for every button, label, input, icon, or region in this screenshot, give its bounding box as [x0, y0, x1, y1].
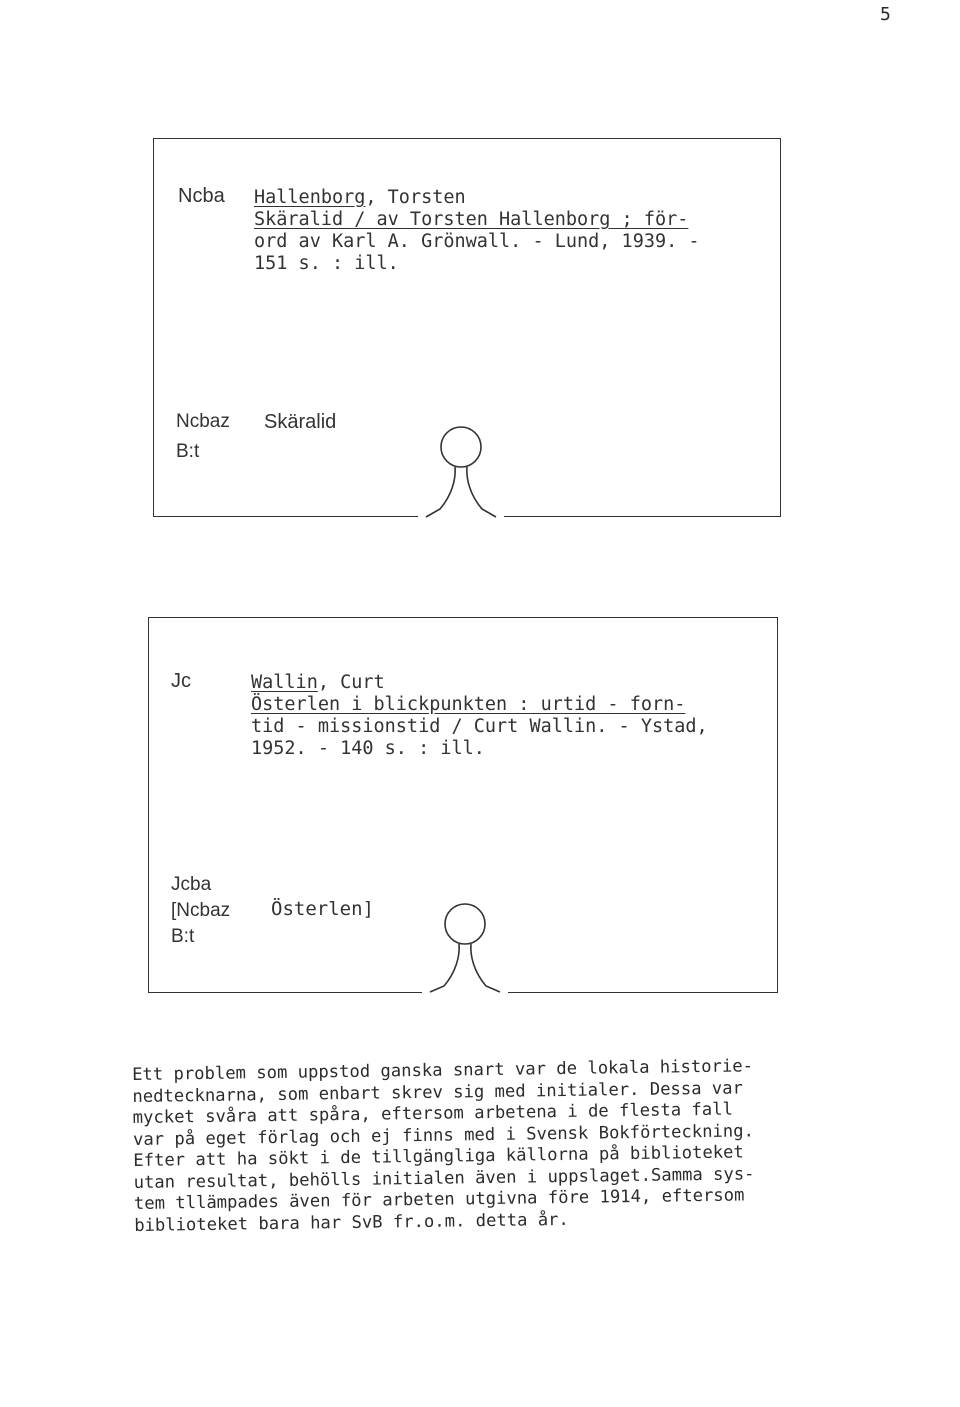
title-line-2: tid - missionstid / Curt Wallin. - Ystad,: [251, 716, 708, 737]
card-rod-hole-icon: [418, 409, 504, 519]
paragraph-line: utan resultat, behölls initialen även i uppslaget.Samma sys-: [133, 1163, 755, 1193]
tracing-entry: Österlen]: [271, 898, 374, 920]
paragraph-line: biblioteket bara har SvB fr.o.m. detta år.: [134, 1209, 569, 1236]
tracing-block: [171, 872, 230, 950]
bibliographic-record: [251, 672, 708, 760]
paragraph-line: Efter att ha sökt i de tillgängliga källorna på biblioteket: [133, 1142, 744, 1171]
paragraph-line: var på eget förlag och ej finns med i Svensk Bokförteckning.: [132, 1120, 754, 1150]
paragraph-line: nedtecknarna, som enbart skrev sig med initialer. Dessa var: [132, 1077, 744, 1107]
tracing-block: [176, 407, 230, 467]
location-code: B:t: [171, 926, 195, 947]
title-line-2: ord av Karl A. Grönwall. - Lund, 1939. -: [254, 231, 700, 252]
class-code: Jc: [171, 670, 191, 692]
tracing-class-primary: Jcba: [171, 874, 212, 895]
catalog-card-wallin: [148, 617, 778, 993]
catalog-card-hallenborg: [153, 138, 781, 517]
author-surname: Wallin: [251, 672, 318, 693]
tracing-entry: Skäralid: [264, 411, 337, 433]
body-paragraph: [132, 1054, 904, 1237]
tracing-class-secondary: [Ncbaz: [171, 900, 231, 921]
location-code: B:t: [176, 441, 200, 462]
title-line-1: Skäralid / av Torsten Hallenborg ; för-: [254, 209, 689, 230]
title-line-3: 1952. - 140 s. : ill.: [251, 738, 485, 759]
bibliographic-record: [254, 187, 700, 275]
tracing-class: Ncbaz: [176, 411, 230, 432]
paragraph-line: mycket svåra att spåra, eftersom arbetena i de flesta fall: [132, 1099, 733, 1128]
title-line-1: Österlen i blickpunkten : urtid - forn-: [251, 694, 686, 715]
paragraph-line: Ett problem som uppstod ganska snart var de lokala historie-: [132, 1056, 754, 1085]
class-code: Ncba: [178, 185, 225, 207]
card-rod-hole-icon: [422, 886, 508, 996]
author-forename: , Curt: [317, 672, 385, 693]
author-forename: , Torsten: [365, 187, 466, 208]
page-number: 5: [880, 4, 891, 25]
paragraph-line: tem tllämpades även för arbeten utgivna före 1914, eftersom: [133, 1185, 745, 1214]
author-surname: Hallenborg: [254, 187, 366, 208]
title-line-3: 151 s. : ill.: [254, 253, 399, 274]
